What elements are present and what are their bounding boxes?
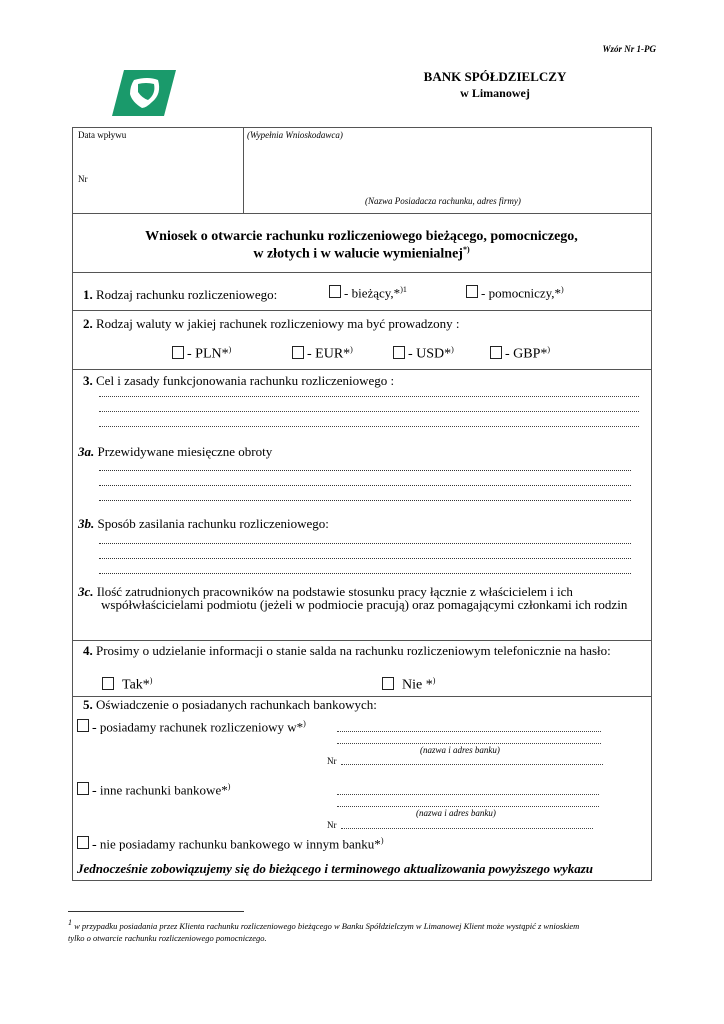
commitment-statement: Jednocześnie zobowiązujemy się do bieżącego i terminowego aktualizowania powyższego wykazu — [77, 861, 594, 876]
purpose-line-2[interactable] — [99, 411, 639, 412]
bank-name-field-2a[interactable] — [337, 794, 599, 795]
has-settlement-account-option: - posiadamy rachunek rozliczeniowy w*) — [77, 719, 306, 736]
section-3c-line2: współwłaścicielami podmiotu (jeżeli w podmiocie pracują) oraz pomagającymi członkami ich rodzin — [101, 597, 628, 612]
currency-usd: - USD*) — [393, 345, 454, 363]
account-nr-field-1[interactable] — [341, 764, 603, 765]
section-3-label: Cel i zasady funkcjonowania rachunku rozliczeniowego : — [96, 373, 395, 388]
footnote: $^1$ w przypadku posiadania przez Klienta rachunku rozliczeniowego bieżącego w Banku Spółdzielczym w Limanowej Klient może wystąpić z wnioskiem tylko o otwarcie rachunku rozliczeniowego pomocniczego. — [68, 918, 580, 943]
section-2-label: Rodzaj waluty w jakiej rachunek rozliczeniowy ma być prowadzony : — [96, 316, 460, 331]
section-3b: 3b. Sposób zasilania rachunku rozliczeniowego: — [78, 516, 329, 531]
account-nr-field-2[interactable] — [341, 828, 593, 829]
yes-checkbox[interactable] — [102, 677, 114, 690]
section-3c-line1: Ilość zatrudnionych pracowników na podstawie stosunku pracy łącznie z właścicielem i ich — [96, 584, 573, 599]
phone-info-yes: Tak*) — [102, 676, 152, 694]
section-1: 1. Rodzaj rachunku rozliczeniowego: — [83, 287, 278, 302]
bank-city: w Limanowej — [460, 86, 530, 100]
bank-note-1: (nazwa i adres banku) — [420, 745, 500, 755]
form-title-line2: w złotych i w walucie wymienialnej*) — [253, 245, 470, 262]
funding-line-1[interactable] — [99, 543, 631, 544]
current-account-checkbox[interactable] — [329, 285, 341, 298]
form-title-line1: Wniosek o otwarcie rachunku rozliczeniowego bieżącego, pomocniczego, — [145, 229, 578, 244]
section-3c: 3c. Ilość zatrudnionych pracowników na podstawie stosunku pracy łącznie z właścicielem i ich — [78, 584, 573, 599]
section-2: 2. Rodzaj waluty w jakiej rachunek rozliczeniowy ma być prowadzony : — [83, 316, 460, 331]
purpose-line-1[interactable] — [99, 396, 639, 397]
purpose-line-3[interactable] — [99, 426, 639, 427]
bank-name-field-2b[interactable] — [337, 806, 599, 807]
bank-logo — [108, 68, 178, 118]
section-3a-label: Przewidywane miesięczne obroty — [97, 444, 273, 459]
gbp-checkbox[interactable] — [490, 346, 502, 359]
turnover-line-2[interactable] — [99, 485, 631, 486]
section-1-label: Rodzaj rachunku rozliczeniowego: — [96, 287, 278, 302]
section-4: 4. Prosimy o udzielanie informacji o stanie salda na rachunku rozliczeniowym telefonicznie na hasło: — [83, 643, 611, 658]
other-accounts-checkbox[interactable] — [77, 782, 89, 795]
account-nr-label-2: Nr — [327, 820, 337, 830]
section-3b-label: Sposób zasilania rachunku rozliczeniowego: — [97, 516, 329, 531]
funding-line-2[interactable] — [99, 558, 631, 559]
turnover-line-1[interactable] — [99, 470, 631, 471]
usd-checkbox[interactable] — [393, 346, 405, 359]
currency-gbp: - GBP*) — [490, 345, 550, 363]
account-type-current: - bieżący,*$^{)1}$ — [329, 285, 407, 301]
date-received-label: Data wpływu — [78, 130, 127, 140]
phone-info-no: Nie *) — [382, 676, 435, 694]
other-accounts-option: - inne rachunki bankowe*) — [77, 782, 230, 799]
eur-checkbox[interactable] — [292, 346, 304, 359]
currency-eur: - EUR*) — [292, 345, 353, 363]
auxiliary-account-checkbox[interactable] — [466, 285, 478, 298]
no-checkbox[interactable] — [382, 677, 394, 690]
turnover-line-3[interactable] — [99, 500, 631, 501]
owner-note: (Nazwa Posiadacza rachunku, adres firmy) — [365, 196, 521, 206]
currency-pln: - PLN*) — [172, 345, 231, 363]
has-account-checkbox[interactable] — [77, 719, 89, 732]
form-code: Wzór Nr 1-PG — [602, 44, 656, 54]
pln-checkbox[interactable] — [172, 346, 184, 359]
bank-name-field-1b[interactable] — [337, 743, 601, 744]
account-nr-label-1: Nr — [327, 756, 337, 766]
section-4-label: Prosimy o udzielanie informacji o stanie salda na rachunku rozliczeniowym telefonicznie na hasło: — [96, 643, 611, 658]
account-type-auxiliary: - pomocniczy,*) — [466, 285, 564, 301]
section-3: 3. Cel i zasady funkcjonowania rachunku rozliczeniowego : — [83, 373, 395, 388]
no-other-bank-checkbox[interactable] — [77, 836, 89, 849]
bank-name: BANK SPÓŁDZIELCZY — [423, 69, 567, 84]
bank-name-field-1a[interactable] — [337, 731, 601, 732]
applicant-fill-note: (Wypełnia Wnioskodawca) — [247, 130, 343, 140]
nr-label: Nr — [78, 174, 88, 184]
no-other-bank-option: - nie posiadamy rachunku bankowego w innym banku*) — [77, 836, 383, 853]
section-5-label: Oświadczenie o posiadanych rachunkach bankowych: — [96, 697, 377, 712]
bank-note-2: (nazwa i adres banku) — [416, 808, 496, 818]
section-5: 5. Oświadczenie o posiadanych rachunkach bankowych: — [83, 697, 377, 712]
funding-line-3[interactable] — [99, 573, 631, 574]
section-3a: 3a. Przewidywane miesięczne obroty — [78, 444, 273, 459]
